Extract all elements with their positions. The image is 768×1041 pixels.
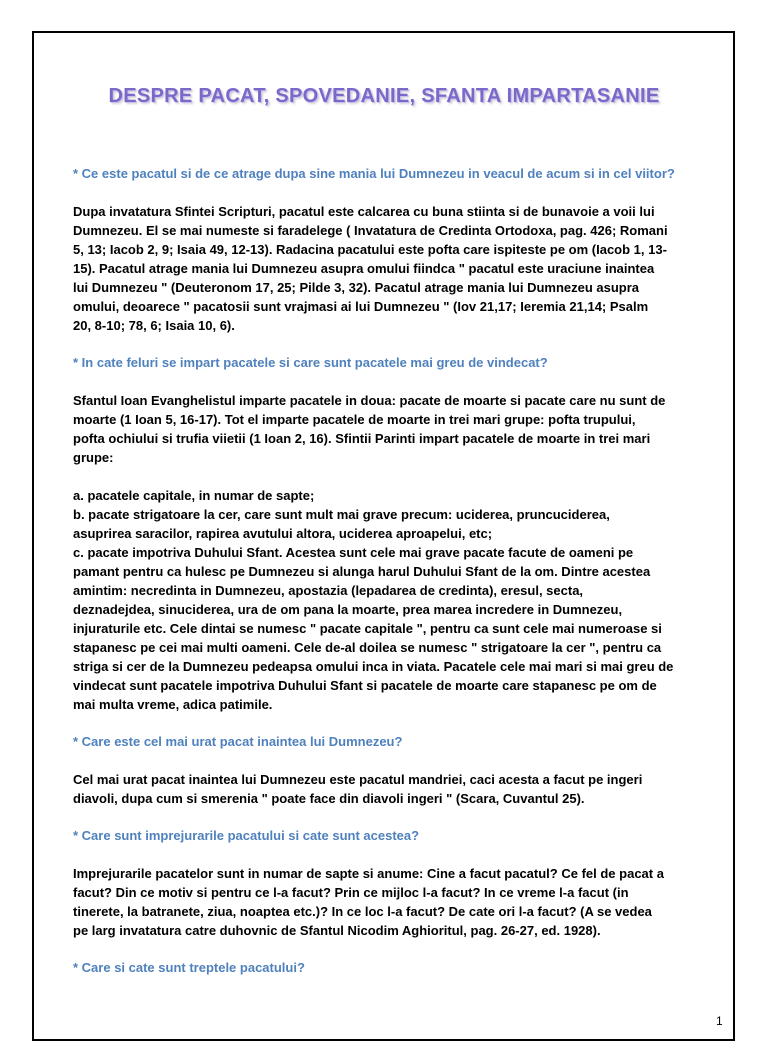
list-item: b. pacate strigatoare la cer, care sunt mult mai grave precum: uciderea, pruncuciderea, [73,507,610,522]
text-line: pamant pentru ca hulesc pe Dumnezeu si alunga harul Duhului Sfant de la om. Dintre acestea [73,564,651,579]
answer-2-list [73,486,698,714]
text-line: facut? Din ce motiv si pentru ce l-a facut? Prin ce mijloc l-a facut? In ce vreme l-a facut (in [73,885,629,900]
text-line: pofta ochiului si trufia viietii (1 Ioan 2, 16). Sfintii Parinti impart pacatele de moarte in trei mari [73,431,651,446]
text-line: Dumnezeu. El se mai numeste si faradelege ( Invatatura de Credinta Ortodoxa, pag. 426; Romani [73,223,668,238]
question-5: * Care si cate sunt treptele pacatului? [73,960,305,975]
question-3: * Care este cel mai urat pacat inaintea lui Dumnezeu? [73,734,403,749]
question-1: * Ce este pacatul si de ce atrage dupa sine mania lui Dumnezeu in veacul de acum si in cel viitor? [73,166,675,181]
text-line: striga si cer de la Dumnezeu pedeapsa omului inca in viata. Pacatele cele mai mari si mai greu de [73,659,674,674]
list-item: c. pacate impotriva Duhului Sfant. Acestea sunt cele mai grave pacate facute de oameni pe [73,545,634,560]
text-line: Cel mai urat pacat inaintea lui Dumnezeu este pacatul mandriei, caci acesta a facut pe ingeri [73,772,643,787]
text-line: asuprirea saracilor, rapirea avutului altora, uciderea aproapelui, etc; [73,526,493,541]
text-line: amintim: necredinta in Dumnezeu, apostazia (lepadarea de credinta), eresul, secta, [73,583,584,598]
text-line: Dupa invatatura Sfintei Scripturi, pacatul este calcarea cu buna stiinta si de bunavoie a voii lui [73,204,655,219]
text-line: stapanesc pe cei mai multi oameni. Cele de-al doilea se numesc " strigatoare la cer ", pentru ca [73,640,662,655]
answer-3-paragraph-1 [73,770,698,808]
text-line: deznadejdea, sinuciderea, ura de om pana la moarte, prea marea incredere in Dumnezeu, [73,602,623,617]
question-4: * Care sunt imprejurarile pacatului si cate sunt acestea? [73,828,420,843]
question-2: * In cate feluri se impart pacatele si care sunt pacatele mai greu de vindecat? [73,355,548,370]
text-line: diavoli, dupa cum si smerenia " poate face din diavoli ingeri " (Scara, Cuvantul 25). [73,791,585,806]
text-line: 15). Pacatul atrage mania lui Dumnezeu asupra omului fiindca " pacatul este uraciune inaintea [73,261,655,276]
text-line: Imprejurarile pacatelor sunt in numar de sapte si anume: Cine a facut pacatul? Ce fel de pacat a [73,866,664,881]
text-line: 20, 8-10; 78, 6; Isaia 10, 6). [73,318,235,333]
list-item: a. pacatele capitale, in numar de sapte; [73,488,315,503]
text-line: tinerete, la batranete, ziua, noaptea etc.)? In ce loc l-a facut? De cate ori l-a facut? (A se vedea [73,904,652,919]
text-line: omului, deoarece " pacatosii sunt vrajmasi ai lui Dumnezeu " (Iov 21,17; Ieremia 21,14; Psalm [73,299,649,314]
text-line: lui Dumnezeu " (Deuteronom 17, 25; Pilde 3, 32). Pacatul atrage mania lui Dumnezeu asupra [73,280,640,295]
text-line: grupe: [73,450,114,465]
text-line: moarte (1 Ioan 5, 16-17). Tot el imparte pacatele de moarte in trei mari grupe: pofta trupului, [73,412,636,427]
page-number: 1 [716,1014,723,1028]
text-line: vindecat sunt pacatele impotriva Duhului Sfant si pacatele de moarte care stapanesc pe om de [73,678,657,693]
text-line: pe larg invatatura catre duhovnic de Sfantul Nicodim Aghioritul, pag. 26-27, ed. 1928). [73,923,601,938]
document-body [73,164,698,978]
answer-2-paragraph-1 [73,391,698,467]
answer-4-paragraph-1 [73,864,698,940]
text-line: mai multa vreme, adica patimile. [73,697,273,712]
text-line: Sfantul Ioan Evanghelistul imparte pacatele in doua: pacate de moarte si pacate care nu sunt de [73,393,666,408]
answer-1-paragraph-1 [73,202,698,335]
text-line: injuraturile etc. Cele dintai se numesc " pacate capitale ", pentru ca sunt cele mai numeroase si [73,621,662,636]
document-title: DESPRE PACAT, SPOVEDANIE, SFANTA IMPARTASANIE [108,85,660,107]
text-line: 5, 13; Iacob 2, 9; Isaia 49, 12-13). Radacina pacatului este pofta care ispiteste pe om (Iacob 1, 13- [73,242,667,257]
